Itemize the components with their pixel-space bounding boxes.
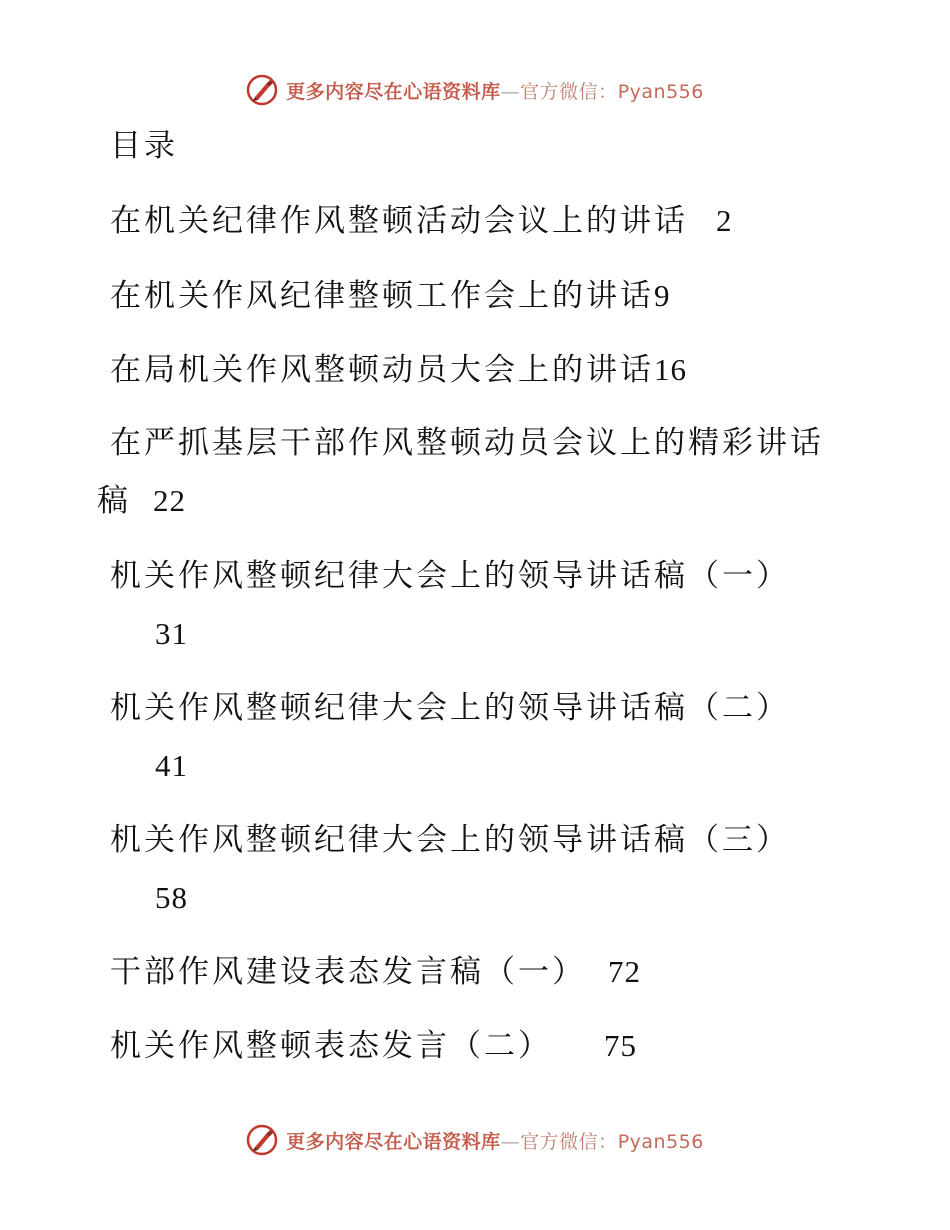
banner-wechat-id: Pyan556 bbox=[617, 80, 704, 103]
toc-entry-title: 机关作风整顿纪律大会上的领导讲话稿（三） bbox=[110, 822, 790, 858]
toc-entry-title: 在机关纪律作风整顿活动会议上的讲话 bbox=[110, 203, 688, 239]
pen-logo-icon bbox=[246, 1124, 278, 1156]
toc-entry-page: 22 bbox=[153, 483, 186, 518]
toc-entry-page: 72 bbox=[608, 954, 641, 989]
toc-entry-page: 58 bbox=[155, 880, 188, 915]
toc-entry[interactable] bbox=[110, 203, 733, 239]
toc-entry-page: 41 bbox=[155, 748, 188, 783]
toc-entry-page: 2 bbox=[716, 203, 733, 238]
banner-separator: — bbox=[500, 80, 521, 103]
banner-wechat-label: 官方微信： bbox=[520, 80, 618, 103]
banner-text bbox=[286, 1127, 704, 1154]
toc-entry[interactable] bbox=[110, 278, 671, 314]
toc-entry-page: 75 bbox=[604, 1028, 637, 1063]
toc-entry-title: 在局机关作风整顿动员大会上的讲话 bbox=[110, 352, 654, 388]
toc-entry-title: 机关作风整顿表态发言（二） bbox=[110, 1028, 552, 1064]
banner-wechat-label: 官方微信： bbox=[520, 1130, 618, 1153]
toc-entry[interactable] bbox=[110, 558, 790, 594]
toc-entry[interactable] bbox=[110, 822, 790, 858]
toc-entry-continuation[interactable] bbox=[97, 483, 186, 519]
toc-entry-page: 9 bbox=[654, 278, 671, 313]
toc-entry[interactable] bbox=[110, 425, 824, 461]
toc-entry-title: 机关作风整顿纪律大会上的领导讲话稿（一） bbox=[110, 558, 790, 594]
toc-entry-page: 31 bbox=[155, 616, 188, 651]
toc-entry[interactable] bbox=[110, 954, 641, 990]
toc-entry-title: 在严抓基层干部作风整顿动员会议上的精彩讲话 bbox=[110, 425, 824, 461]
toc-entry[interactable] bbox=[110, 1028, 637, 1064]
toc-entry[interactable] bbox=[110, 690, 790, 726]
banner-wechat-id: Pyan556 bbox=[617, 1130, 704, 1153]
toc-entry-title: 机关作风整顿纪律大会上的领导讲话稿（二） bbox=[110, 690, 790, 726]
toc-entry-title: 在机关作风纪律整顿工作会上的讲话 bbox=[110, 278, 654, 314]
toc-entry-title-cont: 稿 bbox=[97, 483, 131, 519]
banner-separator: — bbox=[500, 1130, 521, 1153]
toc-heading: 目录 bbox=[110, 128, 178, 164]
toc-entry-title: 干部作风建设表态发言稿（一） bbox=[110, 954, 586, 990]
toc-entry-page: 16 bbox=[654, 352, 687, 387]
footer-banner bbox=[0, 1120, 950, 1160]
banner-main-text: 更多内容尽在心语资料库 bbox=[286, 1130, 501, 1153]
banner-main-text: 更多内容尽在心语资料库 bbox=[286, 80, 501, 103]
toc-entry[interactable] bbox=[110, 352, 687, 388]
